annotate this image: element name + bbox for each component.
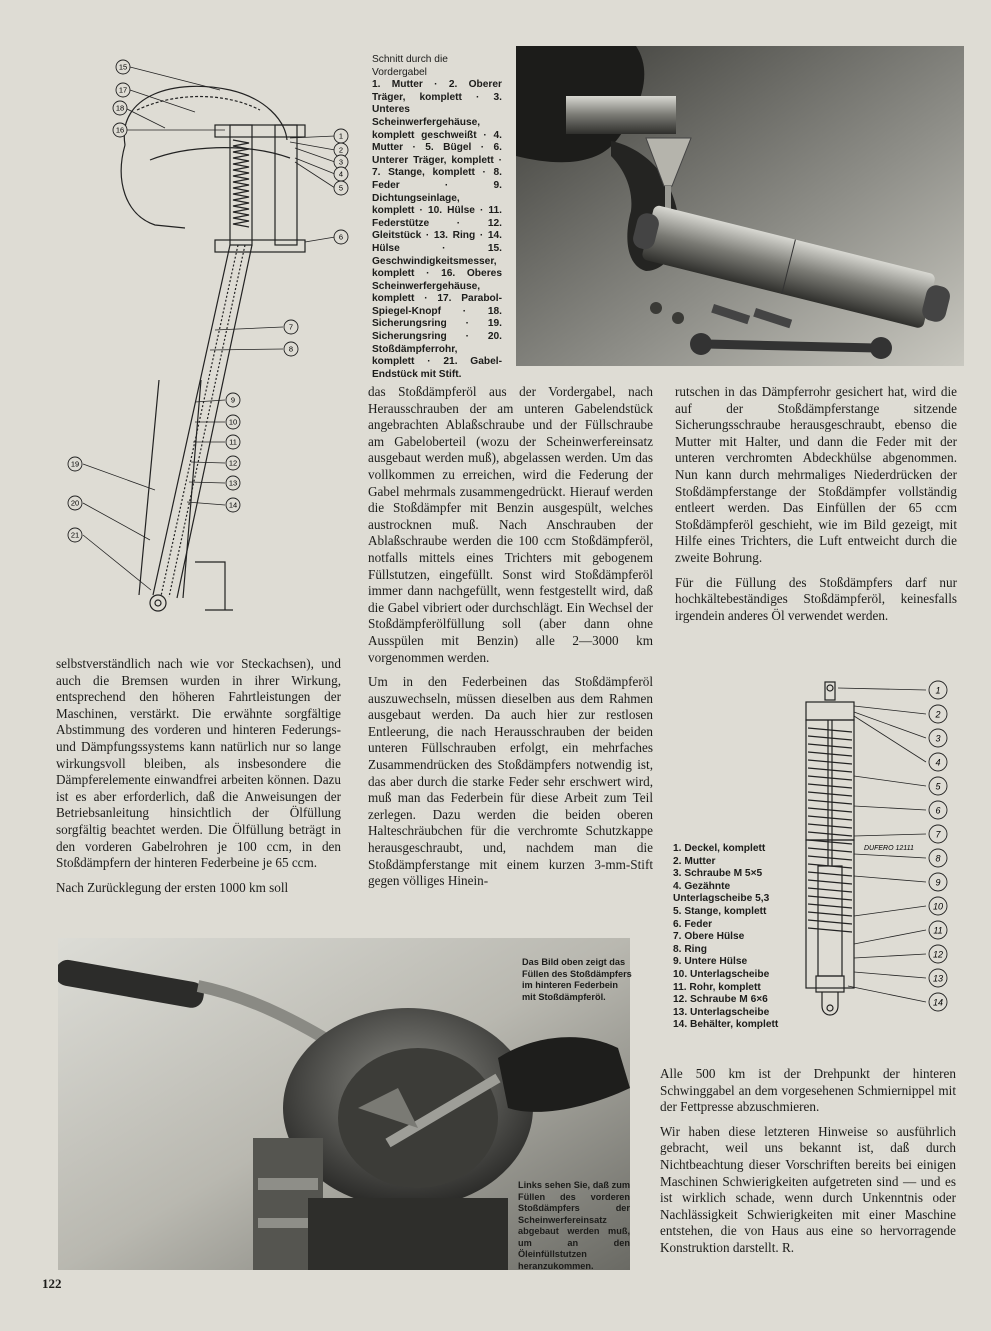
paragraph: rutschen in das Dämpferrohr gesichert hat, wird die auf der Stoßdämpferstange sitzende Sicherungsschraube herausgeschraubt, ebenso die Mutter mit Halter, und dann die Feder mit der unteren verchromten Abdeckhülse abgenommen. Nun kann durch mehrmaliges Niederdrücken der Stoßdämpferstange der Stoßdämpfer vollständig entleert werden. Das Einfüllen der 65 ccm Stoßdämpferöl geschieht, wie im Bild gezeigt, mit Hilfe eines Trichters, die Luft entweicht durch die zweite Bohrung. (675, 384, 957, 565)
article-column-middle (368, 384, 653, 898)
fork-callout-label: 18 (115, 103, 125, 113)
article-column-right-lower (660, 1066, 956, 1265)
photo-filling-rear-shock (516, 46, 964, 366)
fork-callout-label: 19 (70, 459, 80, 469)
fork-callout-label: 12 (228, 458, 238, 468)
shock-callout-label: 8 (935, 853, 941, 864)
shock-stamp: DUFERO 12111 (864, 845, 914, 852)
paragraph: Um in den Federbeinen das Stoßdämpferöl auszuwechseln, müssen dieselben aus dem Rahmen ausgebaut werden. Da auch hier zur restlosen Entleerung, die nach Herausschrauben der beiden unteren Füllschrauben erfolgt, ein mehrfaches Zusammendrücken des Stoßdämpfers notwendig ist, das aber durch die starke Feder sehr erschwert wird, muß man das Federbein für diese Arbeit zum Teil zerlegen. Dazu werden die beiden oberen Halteschräubchen für die verchromte Schutzkappe herausgeschraubt, und, nachdem man die Stoßdämpferstange mit einem kurzen 3-mm-Stift gegen völliges Hinein- (368, 674, 653, 889)
shock-legend-item: 13. Unterlagscheibe (673, 1006, 770, 1018)
fork-callout-label: 2 (338, 145, 344, 155)
fork-legend-text: 1. Mutter · 2. Oberer Träger, komplett · 3. Unteres Scheinwerfergehäuse, komplett geschweißt · 4. Mutter · 5. Bügel · 6. Unterer Träger, komplett · 7. Stange, komplett · 8. Feder · 9. Dichtungseinlage, komplett · 10. Hülse · 11. Federstütze · 12. Gleitstück · 13. Ring · 14. Hülse · 15. Geschwindigkeitsmesser, komplett · 16. Oberes Scheinwerfergehäuse, komplett · 17. Parabol-Spiegel-Knopf · 18. Sicherungsring · 19. Sicherungsring · 20. Stoßdämpferrohr, komplett · 21. Gabel-Endstück mit Stift. (372, 79, 502, 380)
shock-callout-label: 10 (932, 901, 944, 912)
fork-callout-label: 10 (228, 417, 238, 427)
fork-callout-label: 7 (288, 322, 294, 332)
shock-legend-item: 8. Ring (673, 943, 707, 955)
shock-callout-label: 1 (935, 685, 941, 696)
paragraph: das Stoßdämpferöl aus der Vordergabel, nach Herausschrauben der am unteren Gabelendstück angebrachten Ablaßschraube und der Füllschraube am Gabeloberteil (wozu der Scheinwerfereinsatz ausgebaut werden muß), abgelassen werden. Um das vollkommen zu erreichen, wird die Federung der Gabel mehrmals zusammengedrückt. Hierauf werden die Stoßdämpfer mit Benzin ausgespült, welches austrocknen muß. Nach Anschrauben der Ablaßschraube werden die 100 ccm Stoßdämpferöl, notfalls mittels eines Trichters mit gebogenem Füllstutzen, eingefüllt. Sonst wird Stoßdämpferöl immer dann nachgefüllt, wenn festgestellt wird, daß die Gabel vibriert oder durchschlägt. Ein Wechsel der Stoßdämpferölfüllung soll (aber dann ohne Ausspülen mit Benzin) alle 2—3000 km vorgenommen werden. (368, 384, 653, 665)
fork-callout-label: 4 (338, 169, 344, 179)
fork-callout-label: 3 (338, 157, 344, 167)
shock-legend-item: 5. Stange, komplett (673, 905, 767, 917)
shock-callout-label: 5 (935, 781, 941, 792)
photo-rear-shock-image (516, 46, 964, 366)
fork-callout-label: 1 (338, 131, 344, 141)
fork-legend-title: Schnitt durch die Vordergabel (372, 54, 448, 78)
shock-callout-label: 2 (935, 709, 941, 720)
fork-callout-label: 16 (115, 125, 125, 135)
shock-callout-label: 6 (935, 805, 941, 816)
caption-top-photo: Das Bild oben zeigt das Füllen des Stoßdämpfers im hinteren Federbein mit Stoßdämpferöl. (522, 957, 632, 1002)
shock-callout-label: 11 (933, 925, 943, 936)
shock-legend-item: 3. Schraube M 5×5 (673, 868, 763, 880)
fork-callout-label: 17 (118, 85, 128, 95)
shock-legend-item: 2. Mutter (673, 855, 716, 867)
paragraph: Wir haben diese letzteren Hinweise so ausführlich gebracht, weil uns bekannt ist, daß durch Nichtbeachtung dieser Vorschriften bereits bei einigen Maschinen Schwierigkeiten aufgetreten sind — und es ist wirklich schade, wenn durch Unkenntnis oder Nachlässigkeit Schwierigkeiten mit einer Maschine entstehen, die von Haus aus eine so hervorragende Konstruktion darstellt. R. (660, 1123, 956, 1255)
fork-callout-label: 5 (338, 183, 344, 193)
article-column-left (56, 656, 341, 904)
shock-legend-item: 14. Behälter, komplett (673, 1019, 779, 1031)
shock-legend-item: 4. Gezähnte Unterlagscheibe 5,3 (673, 880, 770, 905)
rear-shock-absorber-drawing (798, 676, 958, 1028)
front-fork-cross-section-drawing (55, 50, 355, 625)
fork-callout-label: 8 (288, 344, 294, 354)
shock-legend (673, 843, 801, 1032)
shock-legend-item: 7. Obere Hülse (673, 931, 745, 943)
shock-legend-item: 10. Unterlagscheibe (673, 968, 770, 980)
shock-callout-label: 13 (932, 973, 944, 984)
shock-callout-label: 7 (935, 829, 941, 840)
fork-callout-label: 9 (230, 395, 236, 405)
caption-bottom-photo: Links sehen Sie, daß zum Füllen des vorderen Stoßdämpfers der Scheinwerfereinsatz abgebaut werden muß, um an den Öleinfüllstutzen heranzukommen. (518, 1180, 630, 1271)
fork-callout-label: 21 (70, 530, 80, 540)
shock-legend-item: 9. Untere Hülse (673, 956, 748, 968)
shock-callout-label: 14 (932, 997, 944, 1008)
shock-legend-list (673, 843, 801, 1032)
paragraph: Nach Zurücklegung der ersten 1000 km soll (56, 879, 289, 895)
fork-callout-label: 6 (338, 232, 344, 242)
shock-legend-item: 11. Rohr, komplett (673, 981, 761, 993)
paragraph: Alle 500 km ist der Drehpunkt der hinteren Schwinggabel an dem vorgesehenen Schmiernippel mit der Fettpresse abzuschmieren. (660, 1066, 956, 1115)
article-column-right-upper (675, 384, 957, 632)
shock-legend-item: 12. Schraube M 6×6 (673, 994, 768, 1006)
shock-callout-label: 12 (932, 949, 944, 960)
fork-legend-caption (372, 54, 502, 381)
shock-callout-label: 4 (935, 757, 941, 768)
fork-callout-label: 13 (228, 478, 238, 488)
fork-callout-label: 15 (118, 62, 128, 72)
fork-callout-label: 20 (70, 498, 80, 508)
fork-callout-label: 14 (228, 500, 238, 510)
shock-callout-label: 9 (935, 877, 941, 888)
paragraph: Für die Füllung des Stoßdämpfers darf nur hochkältebeständiges Stoßdämpferöl, keinesfalls irgendein anderes Öl verwendet werden. (675, 574, 957, 623)
page-number: 122 (42, 1276, 62, 1291)
paragraph: selbstverständlich nach wie vor Steckachsen), und auch die Bremsen wurden in ihrer Wirkung, entsprechend den höheren Fahrtleistungen der Maschinen, verstärkt. Die erwähnte sorgfältige Abstimmung des vorderen und hinteren Federungs- und Dämpfungssystems kann natürlich nur so lange wirkungsvoll bleiben, als insbesondere die Dämpferelemente einwandfrei arbeiten können. Dazu ist es aber erforderlich, daß die Anweisungen der Betriebsanleitung hinsichtlich der Ölfüllung sorgfältig beachtet werden. Die Ölfüllung beträgt in den vorderen Gabelrohren je 100 ccm, in den Stoßdämpfern der hinteren Federbeine je 65 ccm. (56, 656, 341, 871)
shock-legend-item: 1. Deckel, komplett (673, 843, 766, 854)
shock-legend-item: 6. Feder (673, 918, 713, 930)
shock-callout-label: 3 (935, 733, 941, 744)
fork-callout-label: 11 (229, 437, 237, 447)
